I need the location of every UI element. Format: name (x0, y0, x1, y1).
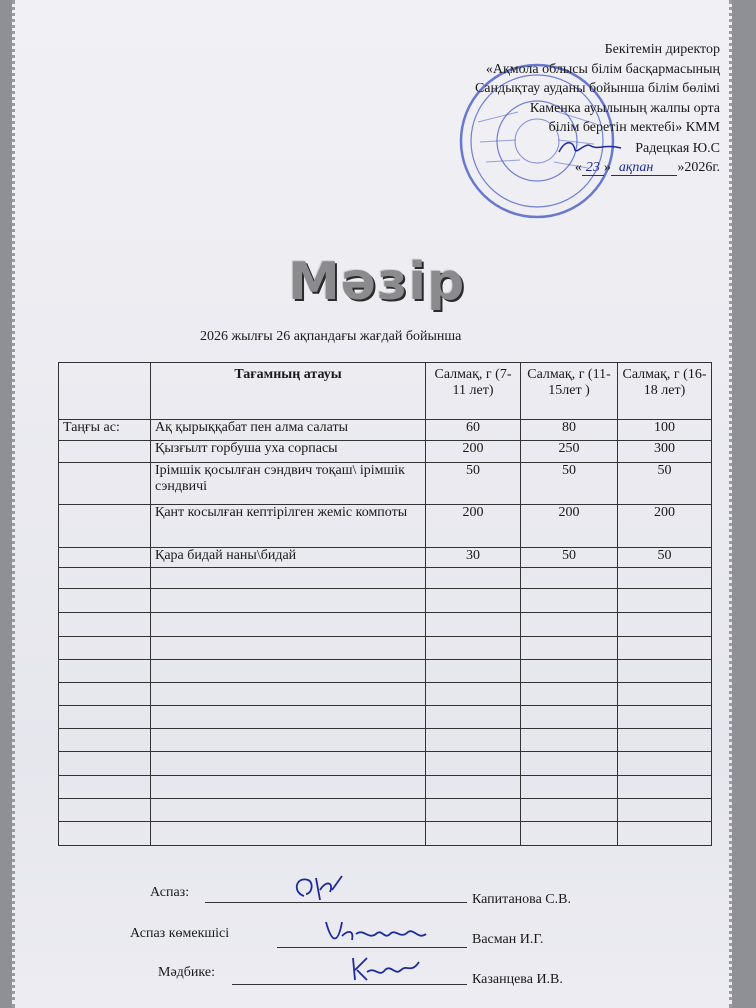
empty-row (59, 637, 712, 660)
weight-16-18: 300 (618, 441, 712, 463)
director-name: Радецкая Ю.С (635, 140, 720, 156)
weight-16-18: 50 (618, 548, 712, 568)
weight-7-11: 60 (426, 420, 521, 441)
empty-row (59, 729, 712, 752)
table-header: Салмақ, г (7-11 лет) (426, 363, 521, 420)
approval-line: Бекітемін директор (604, 42, 720, 57)
weight-7-11: 200 (426, 441, 521, 463)
cook-label: Аспаз: (150, 885, 190, 900)
approval-date: « 23 » ақпан »2026г. (574, 160, 720, 175)
approval-line: Каменка ауылының жалпы орта (529, 100, 720, 116)
table-row (59, 420, 712, 441)
table-row (59, 505, 712, 548)
weight-7-11: 50 (426, 463, 521, 505)
weight-11-15: 80 (521, 420, 618, 441)
weight-7-11: 30 (426, 548, 521, 568)
weight-11-15: 250 (521, 441, 618, 463)
table-row (59, 463, 712, 505)
empty-row (59, 613, 712, 637)
empty-row (59, 776, 712, 799)
empty-row (59, 752, 712, 776)
empty-row (59, 660, 712, 683)
table-row (59, 548, 712, 568)
empty-row (59, 799, 712, 822)
empty-row (59, 589, 712, 613)
dish-name: Қант косылған кептірілген жеміс компоты (151, 505, 426, 548)
weight-16-18: 100 (618, 420, 712, 441)
weight-16-18: 200 (618, 505, 712, 548)
approval-line: Сандықтау ауданы бойынша білім бөлімі (474, 81, 720, 96)
table-header (59, 363, 151, 420)
nurse-name: Казанцева И.В. (472, 972, 563, 987)
approval-line (420, 138, 720, 159)
table-header: Салмақ, г (16-18 лет) (618, 363, 712, 420)
date-month: ақпан (611, 160, 678, 176)
table-header-row (59, 363, 712, 420)
cook-name: Капитанова С.В. (472, 892, 571, 907)
weight-7-11: 200 (426, 505, 521, 548)
meal-label: Таңғы ас: (59, 420, 151, 441)
dish-name: Қызғылт горбуша уха сорпасы (151, 441, 426, 463)
weight-16-18: 50 (618, 463, 712, 505)
page-title: Мәзір (288, 252, 466, 312)
nurse-signature (345, 952, 425, 986)
page-subtitle: 2026 жылғы 26 ақпандағы жағдай бойынша (200, 329, 462, 344)
date-day: 23 (582, 160, 604, 176)
weight-11-15: 200 (521, 505, 618, 548)
dish-name: Ірімшік қосылған сэндвич тоқаш\ ірімшік сэндвичі (151, 463, 426, 505)
assistant-signature (320, 914, 430, 950)
nurse-label: Мәдбике: (158, 965, 215, 980)
approval-line: «Ақмола облысы білім басқармасының (485, 61, 720, 77)
table-row (59, 441, 712, 463)
cook-signature (290, 872, 350, 906)
assistant-label: Аспаз көмекшісі (130, 926, 230, 941)
dish-name: Қара бидай наны\бидай (151, 548, 426, 568)
menu-table (58, 362, 712, 846)
approval-line: білім беретін мектебі» КММ (548, 120, 720, 135)
approval-block (420, 40, 720, 178)
table-header: Тағамның атауы (151, 363, 426, 420)
empty-row (59, 822, 712, 846)
director-signature (555, 138, 625, 156)
empty-row (59, 568, 712, 589)
empty-row (59, 683, 712, 706)
weight-11-15: 50 (521, 548, 618, 568)
assistant-name: Васман И.Г. (472, 932, 544, 947)
weight-11-15: 50 (521, 463, 618, 505)
empty-row (59, 706, 712, 729)
dish-name: Ақ қырыққабат пен алма салаты (151, 420, 426, 441)
table-header: Салмақ, г (11-15лет ) (521, 363, 618, 420)
